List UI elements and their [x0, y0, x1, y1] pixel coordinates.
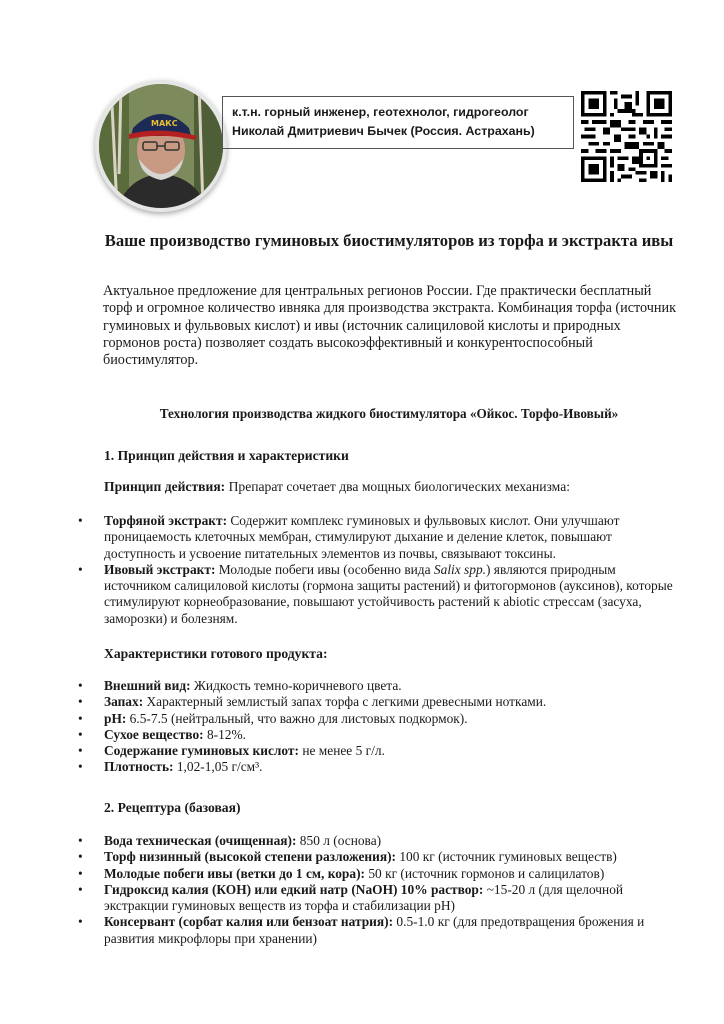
- principle-paragraph: [104, 479, 570, 495]
- list-item: [78, 726, 679, 743]
- list-item: [78, 561, 679, 627]
- list-item: [78, 710, 679, 727]
- author-credentials: к.т.н. горный инженер, геотехнолог, гидрогеолог: [232, 105, 529, 119]
- item-label: Торф низинный (высокой степени разложения):: [104, 849, 397, 865]
- qr-code: [581, 91, 672, 182]
- bullet-icon: •: [78, 849, 83, 865]
- item-label: Плотность:: [104, 759, 174, 775]
- item-text: 6.5-7.5 (нейтральный, что важно для листовых подкормок).: [126, 710, 468, 726]
- author-name: Николай Дмитриевич Бычек (Россия. Астрахань): [232, 124, 535, 138]
- section1-heading: 1. Принцип действия и характеристики: [104, 448, 349, 463]
- principle-text: Препарат сочетает два мощных биологических механизма:: [225, 479, 571, 494]
- technology-heading: Технология производства жидкого биостимулятора «Ойкос. Торфо-Ивовый»: [159, 406, 619, 421]
- item-text: ~15-20 л (для щелочной экстракции гуминовых веществ из торфа и стабилизации pH): [104, 881, 624, 914]
- item-text: 100 кг (источник гуминовых веществ): [396, 849, 617, 865]
- section2-heading: 2. Рецептура (базовая): [104, 800, 241, 815]
- list-item: [78, 833, 679, 849]
- list-item: [78, 914, 679, 947]
- item-label: pH:: [104, 710, 127, 726]
- cap-text: МАКС: [151, 119, 178, 128]
- item-label: Запах:: [104, 694, 144, 710]
- bullet-icon: •: [78, 914, 83, 930]
- item-label: Сухое вещество:: [104, 726, 204, 742]
- item-text: 0.5-1.0 кг (для предотвращения брожения и развития микрофлоры при хранении): [104, 914, 645, 946]
- author-info-box: [222, 96, 574, 149]
- bullet-icon: •: [78, 561, 83, 577]
- item-text: Молодые побеги ивы (особенно вида: [215, 561, 434, 577]
- list-item: [78, 694, 679, 710]
- intro-paragraph: Актуальное предложение для центральных регионов России. Где практически бесплатный торф и огромное количество ивняка для производства экстракта. Комбинация торфа (источник гуминовых и фульвовых кислот) и ивы (источник салициловой кислоты и природных гормонов роста) позволяет создать высокоэффективный и конкурентоспособный биостимулятор.: [103, 283, 676, 369]
- characteristics-heading: Характеристики готового продукта:: [104, 646, 328, 661]
- bullet-icon: •: [78, 759, 83, 775]
- list-item: [78, 881, 679, 915]
- bullet-icon: •: [78, 694, 83, 710]
- principle-label: Принцип действия:: [104, 479, 226, 494]
- bullet-icon: •: [78, 710, 83, 726]
- author-photo: [95, 80, 227, 212]
- item-italic: Salix spp.: [433, 561, 486, 577]
- bullet-icon: •: [78, 513, 83, 528]
- item-text: не менее 5 г/л.: [298, 743, 385, 759]
- list-item: [78, 865, 679, 882]
- item-text: 8-12%.: [203, 726, 247, 742]
- document-title: Ваше производство гуминовых биостимуляторов из торфа и экстракта ивы: [104, 231, 674, 250]
- list-item: [78, 849, 679, 865]
- bullet-icon: •: [78, 743, 83, 759]
- item-label: Внешний вид:: [104, 678, 191, 693]
- list-item: [78, 513, 679, 562]
- characteristics-list: [78, 678, 679, 776]
- item-label: Консервант (сорбат калия или бензоат натрия):: [104, 914, 394, 930]
- list-item: [78, 759, 679, 775]
- bullet-icon: •: [78, 678, 83, 693]
- list-item: [78, 743, 679, 759]
- bullet-icon: •: [78, 881, 83, 897]
- author-portrait: [99, 84, 223, 208]
- item-text: 850 л (основа): [296, 833, 382, 848]
- item-text: Жидкость темно-коричневого цвета.: [190, 678, 402, 693]
- item-text: 50 кг (источник гормонов и салицилатов): [365, 865, 605, 881]
- item-text: 1,02-1,05 г/см³.: [173, 759, 263, 775]
- item-label: Содержание гуминовых кислот:: [104, 743, 299, 759]
- bullet-icon: •: [78, 726, 83, 742]
- bullet-icon: •: [78, 833, 83, 848]
- item-label: Ивовый экстракт:: [104, 561, 216, 577]
- recipe-list: [78, 833, 679, 947]
- extract-list: [78, 513, 679, 627]
- item-label: Гидроксид калия (КОН) или едкий натр (NaOH) 10% раствор:: [104, 881, 484, 897]
- item-text: Содержит комплекс гуминовых и фульвовых кислот. Они улучшают проницаемость клеточных мембран, стимулируют дыхание и деление клеток, повышают доступность и усвоение питательных элементов из почвы, связывают токсины.: [104, 513, 620, 561]
- item-label: Торфяной экстракт:: [104, 513, 228, 528]
- item-text-end: ) являются природным источником салициловой кислоты (гормона защиты растений) и фитогормонов (ауксинов), которые стимулируют корнеобразование, повышают устойчивость растений к abiotic стрессам (засуха, заморозки) и болезням.: [104, 561, 673, 626]
- bullet-icon: •: [78, 865, 83, 881]
- item-label: Молодые побеги ивы (ветки до 1 см, кора):: [104, 865, 365, 881]
- list-item: [78, 678, 679, 694]
- item-text: Характерный землистый запах торфа с легкими древесными нотками.: [143, 694, 547, 710]
- item-label: Вода техническая (очищенная):: [104, 833, 297, 848]
